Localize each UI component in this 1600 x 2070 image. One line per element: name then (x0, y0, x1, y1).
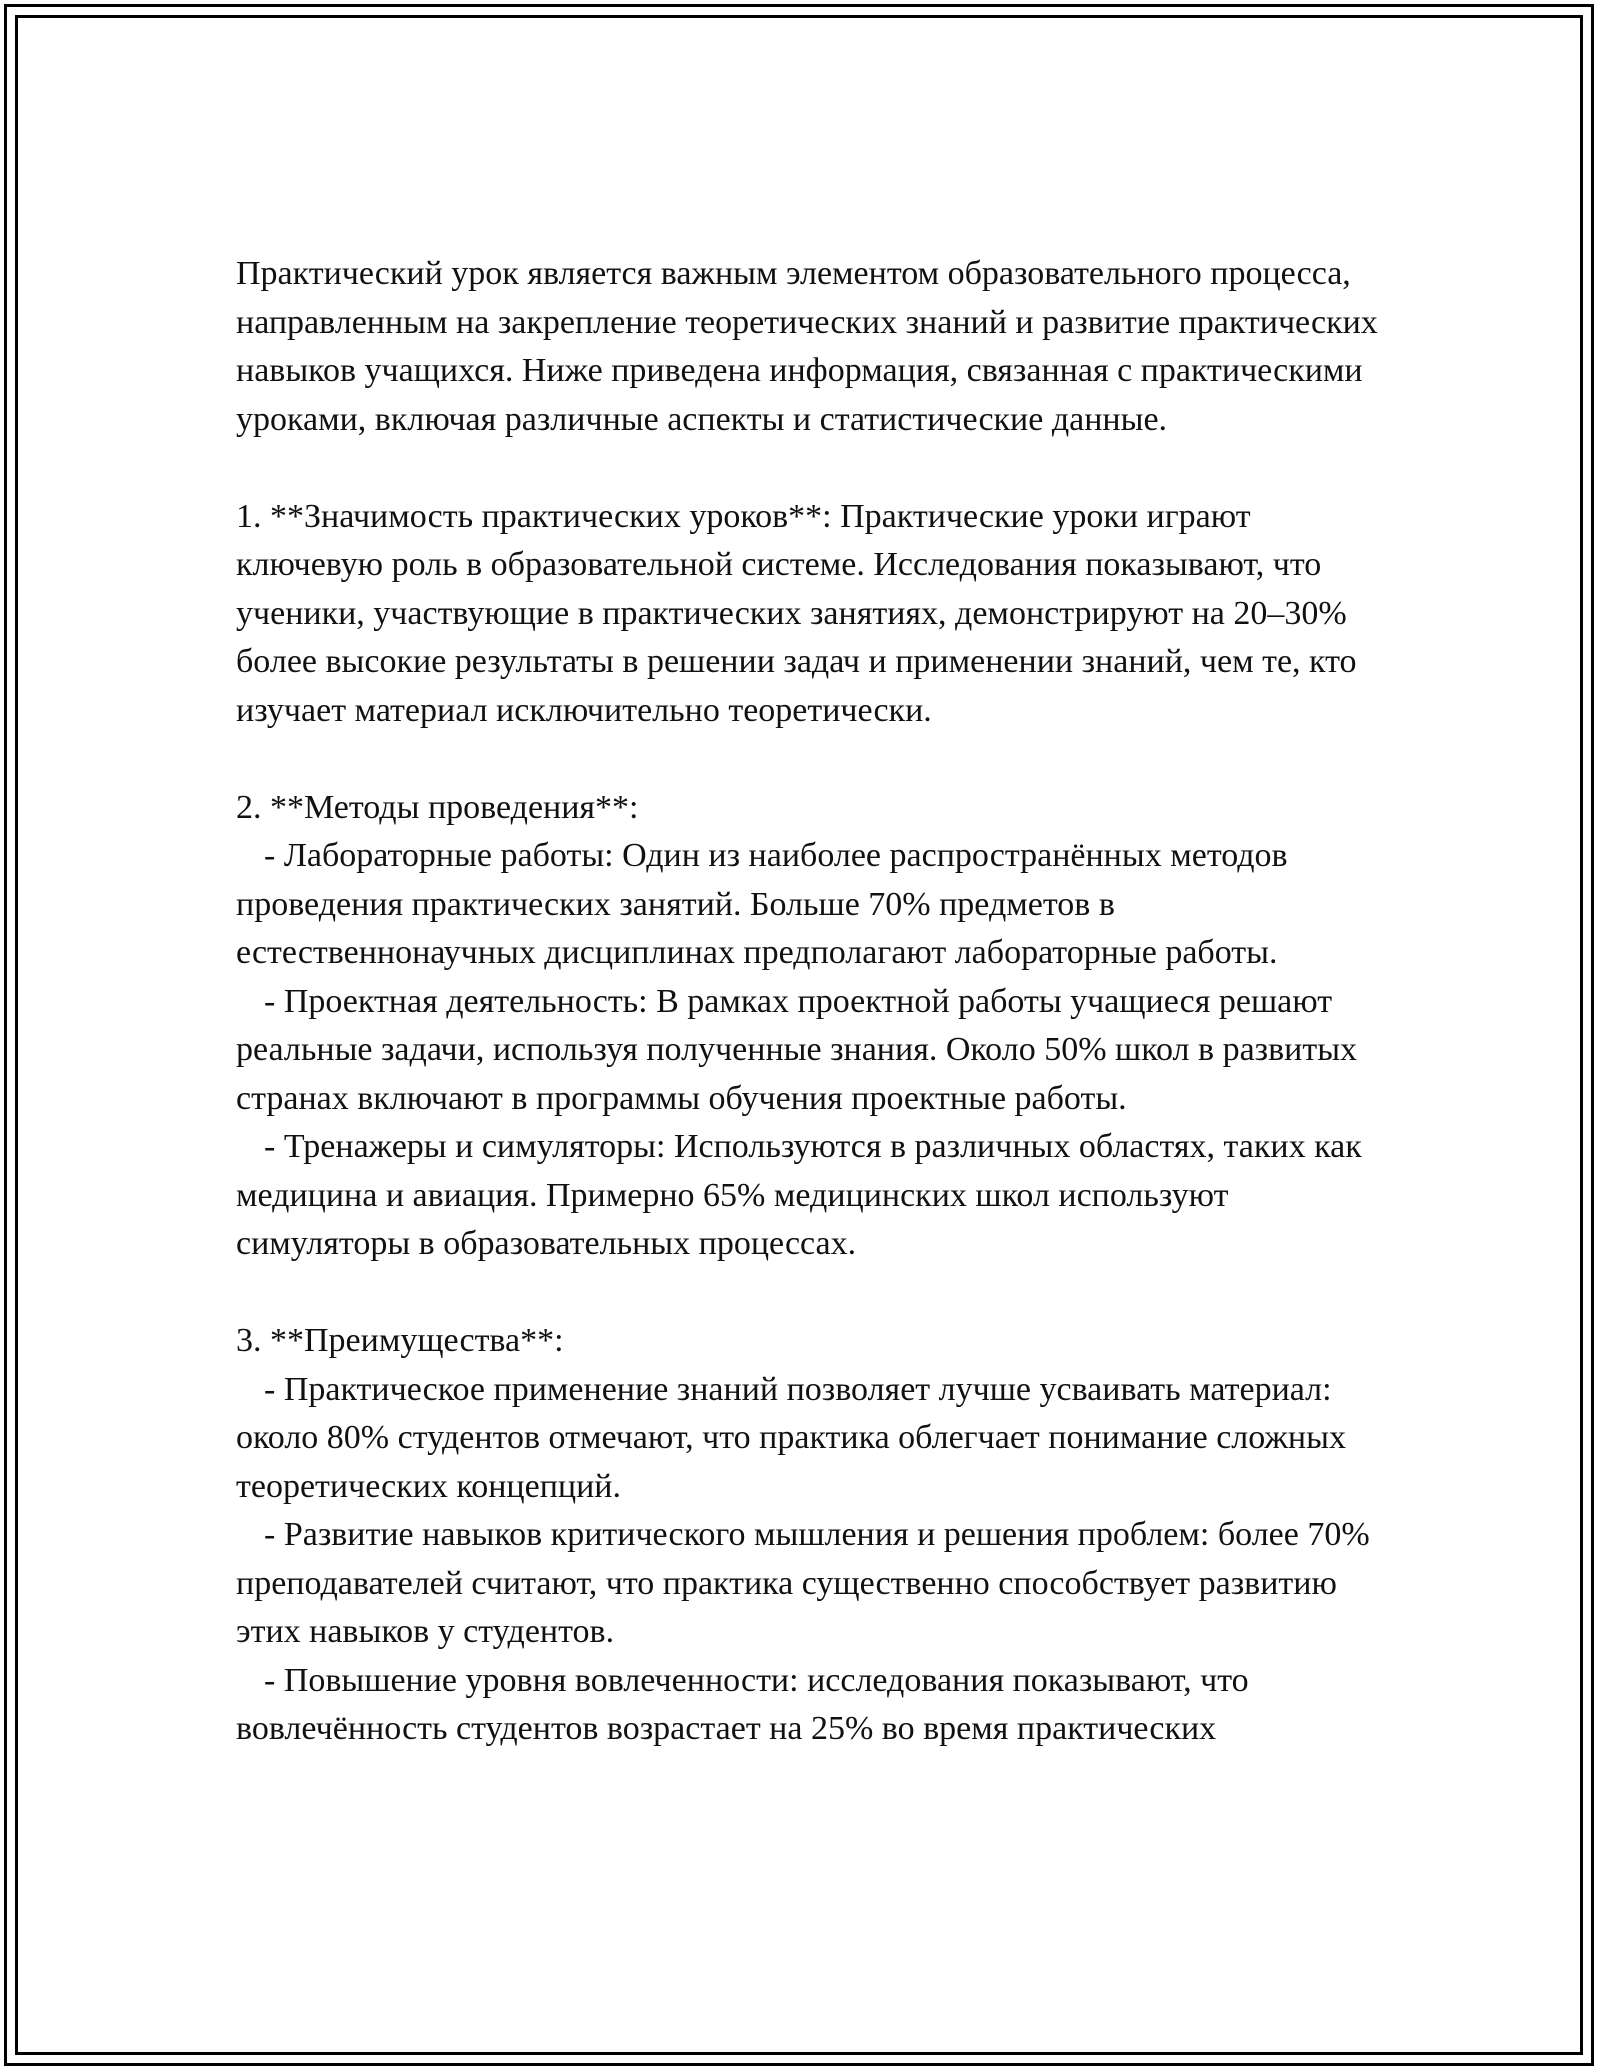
section-1-paragraph: 1. **Значимость практических уроков**: Практические уроки играют ключевую роль в образовательной системе. Исследования показывают, что ученики, участвующие в практических занятиях, демонстрируют на 20–30% более высокие результаты в решении задач и применении знаний, чем те, кто изучает материал исключительно теоретически. (236, 497, 1357, 729)
intro-paragraph: Практический урок является важным элементом образовательного процесса, направленным на закрепление теоретических знаний и развитие практических навыков учащихся. Ниже приведена информация, связанная с практическими уроками, включая различные аспекты и статистические данные. (236, 255, 1378, 438)
section-3-item-engagement: - Повышение уровня вовлеченности: исследования показывают, что вовлечённость студентов возрастает на 25% во время практических (236, 1661, 1249, 1747)
section-2-item-lab-work: - Лабораторные работы: Один из наиболее распространённых методов проведения практических занятий. Больше 70% предметов в естественнонаучных дисциплинах предполагают лабораторные работы. (236, 837, 1288, 971)
section-3-item-critical-thinking: - Развитие навыков критического мышления и решения проблем: более 70% преподавателей считают, что практика существенно способствует развитию этих навыков у студентов. (236, 1516, 1370, 1650)
section-3-item-knowledge-application: - Практическое применение знаний позволяет лучше усваивать материал: около 80% студентов отмечают, что практика облегчает понимание сложных теоретических концепций. (236, 1370, 1346, 1505)
section-2-heading: 2. **Методы проведения**: (236, 788, 639, 826)
section-2-item-project-work: - Проектная деятельность: В рамках проектной работы учащиеся решают реальные задачи, используя полученные знания. Около 50% школ в развитых странах включают в программы обучения проектные работы. (236, 982, 1358, 1117)
section-3-heading: 3. **Преимущества**: (236, 1322, 564, 1359)
paragraph-spacer (236, 735, 1396, 784)
paragraph-spacer (236, 444, 1396, 493)
document-body (236, 250, 1396, 1754)
section-2-item-simulators: - Тренажеры и симуляторы: Используются в различных областях, таких как медицина и авиация. Примерно 65% медицинских школ используют симуляторы в образовательных процессах. (236, 1128, 1362, 1262)
paragraph-spacer (236, 1269, 1396, 1318)
